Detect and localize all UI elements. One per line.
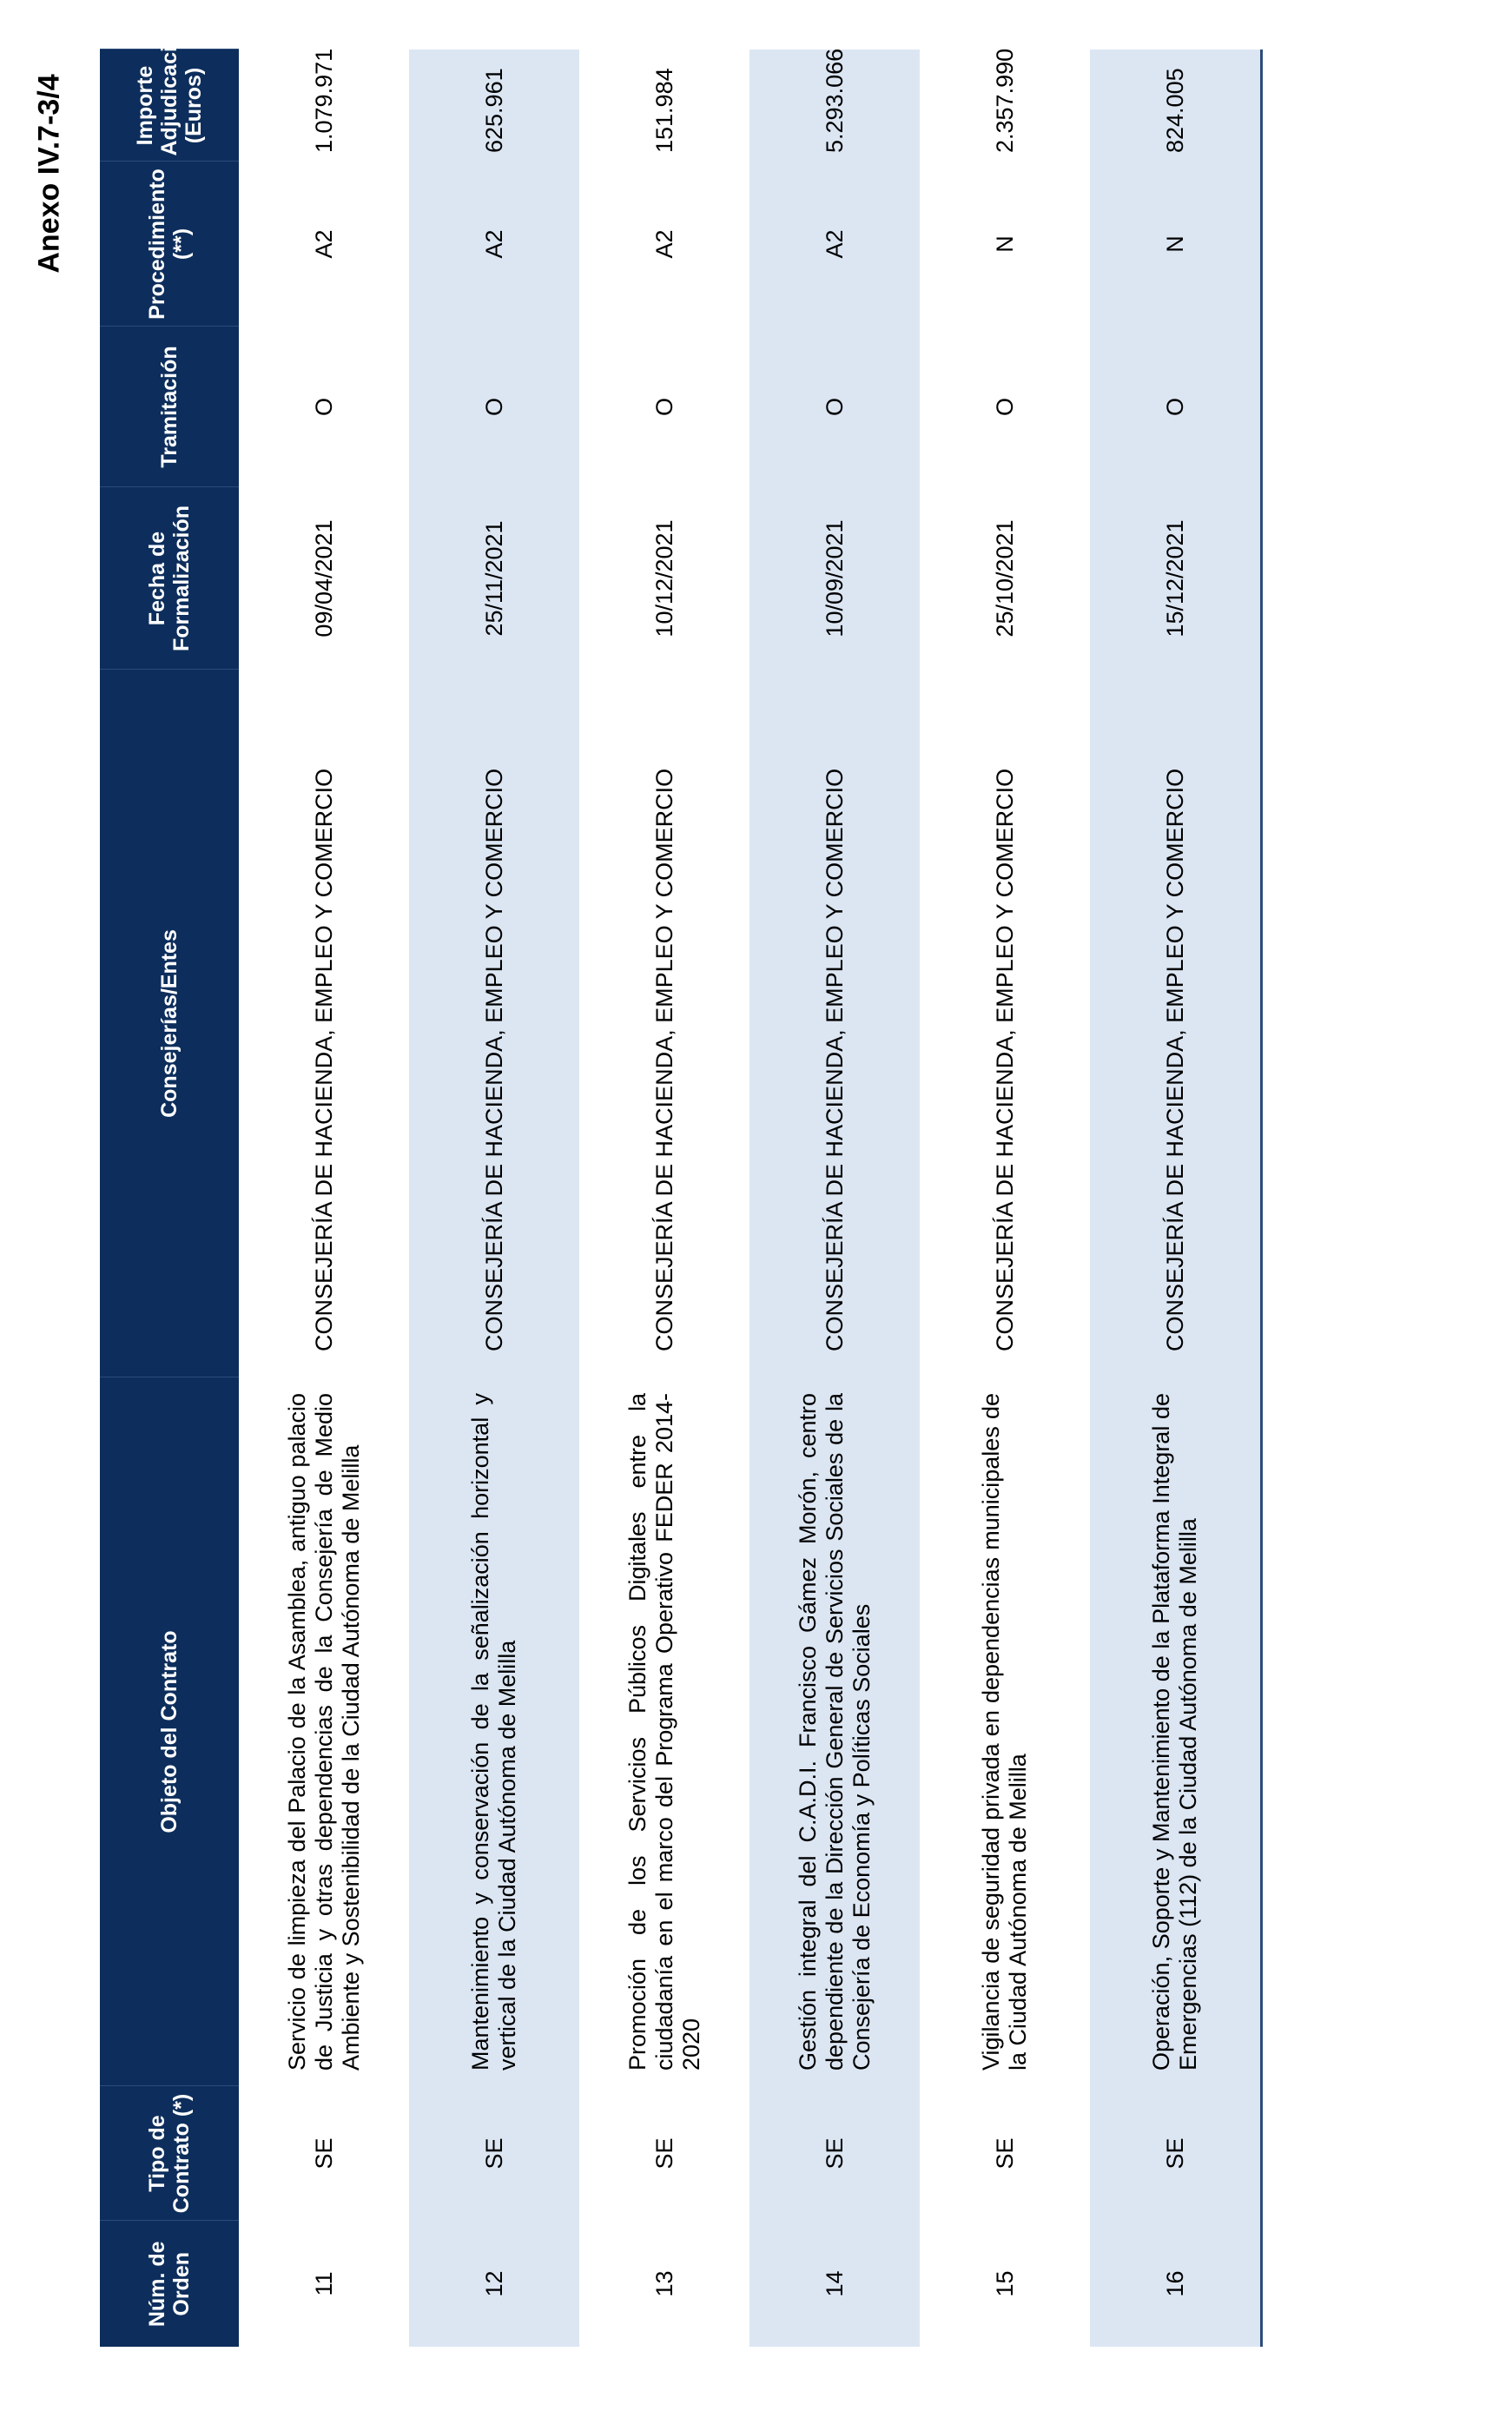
- cell-tipo: SE: [310, 2137, 337, 2170]
- cell-tramitacion: O: [409, 327, 579, 487]
- contracts-table-rotated: [100, 19, 1278, 2347]
- cell-objeto: Operación, Soporte y Mantenimiento de la Plataforma Integral de Emergencias (112) de la Ciudad Autónoma de Melilla: [1090, 1377, 1262, 2086]
- cell-importe: 2.357.990: [991, 48, 1018, 153]
- cell-objeto: Mantenimiento y conservación de la señalización horizontal y vertical de la Ciudad Autónoma de Melilla: [409, 1377, 579, 2086]
- cell-tramitacion: O: [310, 398, 337, 417]
- header-fecha: Fecha de Formalización: [100, 487, 239, 670]
- cell-objeto: Promoción de los Servicios Públicos Digitales entre la ciudadanía en el marco del Programa Operativo FEDER 2014-2020: [624, 1393, 704, 2071]
- cell-fecha: 10/12/2021: [650, 519, 677, 637]
- table-row: [920, 50, 1090, 2347]
- cell-num: 13: [650, 2270, 677, 2297]
- cell-fecha: 15/12/2021: [1090, 487, 1262, 670]
- cell-num: 16: [1090, 2221, 1262, 2347]
- cell-tipo: SE: [1090, 2086, 1262, 2221]
- table-row: [1090, 50, 1262, 2347]
- cell-procedimiento: N: [991, 235, 1018, 253]
- cell-importe: 625.961: [409, 50, 579, 162]
- cell-consejerias: CONSEJERÍA DE HACIENDA, EMPLEO Y COMERCIO: [1090, 670, 1262, 1377]
- cell-num: 14: [749, 2221, 920, 2347]
- annex-title-text: Anexo IV.7-3/4: [32, 74, 66, 274]
- header-num: Núm. de Orden: [100, 2221, 239, 2347]
- cell-objeto: Servicio de limpieza del Palacio de la Asamblea, antiguo palacio de Justicia y otras dependencias de la Consejería de Medio Ambiente y Sostenibilidad de la Ciudad Autónoma de Melilla: [283, 1393, 364, 2071]
- cell-consejerias: CONSEJERÍA DE HACIENDA, EMPLEO Y COMERCIO: [650, 768, 677, 1351]
- header-objeto: Objeto del Contrato: [100, 1377, 239, 2086]
- table-row: [749, 50, 920, 2347]
- cell-procedimiento: N: [1090, 162, 1262, 327]
- header-consejerias: Consejerías/Entes: [100, 670, 239, 1377]
- cell-fecha: 09/04/2021: [310, 519, 337, 637]
- cell-tramitacion: O: [1090, 327, 1262, 487]
- contracts-table-container: [100, 19, 1278, 2347]
- cell-procedimiento: A2: [310, 229, 337, 259]
- cell-consejerias: CONSEJERÍA DE HACIENDA, EMPLEO Y COMERCIO: [409, 670, 579, 1377]
- cell-consejerias: CONSEJERÍA DE HACIENDA, EMPLEO Y COMERCIO: [991, 768, 1018, 1351]
- cell-consejerias: CONSEJERÍA DE HACIENDA, EMPLEO Y COMERCIO: [749, 670, 920, 1377]
- table-header-row: [100, 50, 239, 2347]
- table-row: [409, 50, 579, 2347]
- cell-tramitacion: O: [749, 327, 920, 487]
- cell-num: 12: [409, 2221, 579, 2347]
- table-row: [579, 50, 749, 2347]
- header-tramitacion: Tramitación: [100, 327, 239, 487]
- cell-procedimiento: A2: [749, 162, 920, 327]
- cell-importe: 824.005: [1090, 50, 1262, 162]
- cell-fecha: 25/10/2021: [991, 519, 1018, 637]
- cell-num: 15: [991, 2270, 1018, 2297]
- cell-fecha: 25/11/2021: [409, 487, 579, 670]
- contracts-table: [100, 19, 1263, 2348]
- cell-consejerias: CONSEJERÍA DE HACIENDA, EMPLEO Y COMERCIO: [310, 768, 337, 1351]
- table-row: [239, 50, 409, 2347]
- header-tipo: Tipo de Contrato (*): [100, 2086, 239, 2221]
- cell-tipo: SE: [749, 2086, 920, 2221]
- cell-procedimiento: A2: [409, 162, 579, 327]
- cell-tipo: SE: [409, 2086, 579, 2221]
- cell-fecha: 10/09/2021: [749, 487, 920, 670]
- header-procedimiento: Procedimiento (**): [100, 162, 239, 327]
- cell-importe: 5.293.066: [749, 50, 920, 162]
- cell-tipo: SE: [991, 2137, 1018, 2170]
- cell-importe: 1.079.971: [310, 48, 337, 153]
- cell-objeto: Vigilancia de seguridad privada en dependencias municipales de la Ciudad Autónoma de Melilla: [978, 1393, 1031, 2071]
- cell-tipo: SE: [650, 2137, 677, 2170]
- cell-tramitacion: O: [991, 398, 1018, 417]
- cell-importe: 151.984: [650, 68, 677, 153]
- cell-objeto: Gestión integral del C.A.D.I. Francisco Gámez Morón, centro dependiente de la Dirección General de Servicios Sociales de la Consejería de Economía y Políticas Sociales: [749, 1377, 920, 2086]
- annex-title: [19, 0, 80, 347]
- header-importe: Importe Adjudicación (Euros): [100, 50, 239, 162]
- cell-tramitacion: O: [650, 398, 677, 417]
- cell-procedimiento: A2: [650, 229, 677, 259]
- cell-num: 11: [310, 2271, 337, 2296]
